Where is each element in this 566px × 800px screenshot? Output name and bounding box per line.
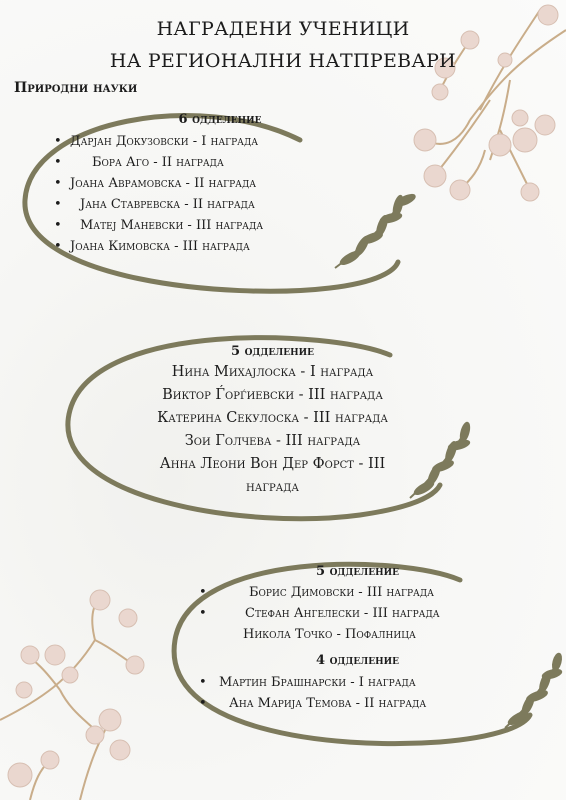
- list-item: Катерина Секулоска - III награда: [157, 410, 388, 426]
- list-item: Зои Голчева - III награда: [184, 433, 361, 449]
- page-title-line2: НА РЕГИОНАЛНИ НАТПРЕВАРИ: [109, 50, 457, 72]
- list-item: Нина Михајлоска - I награда: [171, 364, 374, 380]
- list-item: • Мартин Брашнарски - I награда: [215, 672, 500, 693]
- list-item: Никола Точко - Пофалница: [243, 627, 416, 642]
- student-list: [215, 672, 500, 714]
- grade-6-section: [70, 112, 370, 257]
- list-item: Анна Леони Вон Дер Форст - III: [159, 456, 386, 472]
- grade-heading: 5 одделение: [316, 564, 399, 579]
- student-list: [100, 361, 445, 499]
- list-item: • Дарјан Докузовски - I награда: [70, 131, 370, 152]
- grade-5-section-a: [100, 344, 445, 499]
- grade-heading: 4 одделение: [316, 653, 399, 668]
- list-item: награда: [246, 479, 299, 495]
- list-item: • Јана Ставревска - II награда: [70, 194, 370, 215]
- grade-heading: 6 одделение: [178, 112, 262, 127]
- page-title-line1: НАГРАДЕНИ УЧЕНИЦИ: [156, 18, 410, 40]
- student-list: [70, 131, 370, 257]
- list-item: • Јоана Кимовска - III награда: [70, 236, 370, 257]
- list-item: • Бора Аго - II награда: [70, 152, 370, 173]
- grade-5-and-4-section: [215, 564, 500, 714]
- leaf-sprig-3: [505, 652, 563, 728]
- list-item: • Ана Марија Темова - II награда: [215, 693, 500, 714]
- blossom-flowers-bottom-left: [8, 590, 144, 787]
- list-item: • Матеј Маневски - III награда: [70, 215, 370, 236]
- list-item: Виктор Ѓорѓиевски - III награда: [162, 387, 383, 403]
- list-item: • Стефан Ангелески - III награда: [215, 603, 500, 624]
- student-list: [215, 582, 500, 645]
- grade-heading: 5 одделение: [231, 344, 314, 359]
- list-item: • Јоана Аврамовска - II награда: [70, 173, 370, 194]
- list-item: • Борис Димовски - III награда: [215, 582, 500, 603]
- subject-heading: Природни науки: [14, 80, 138, 96]
